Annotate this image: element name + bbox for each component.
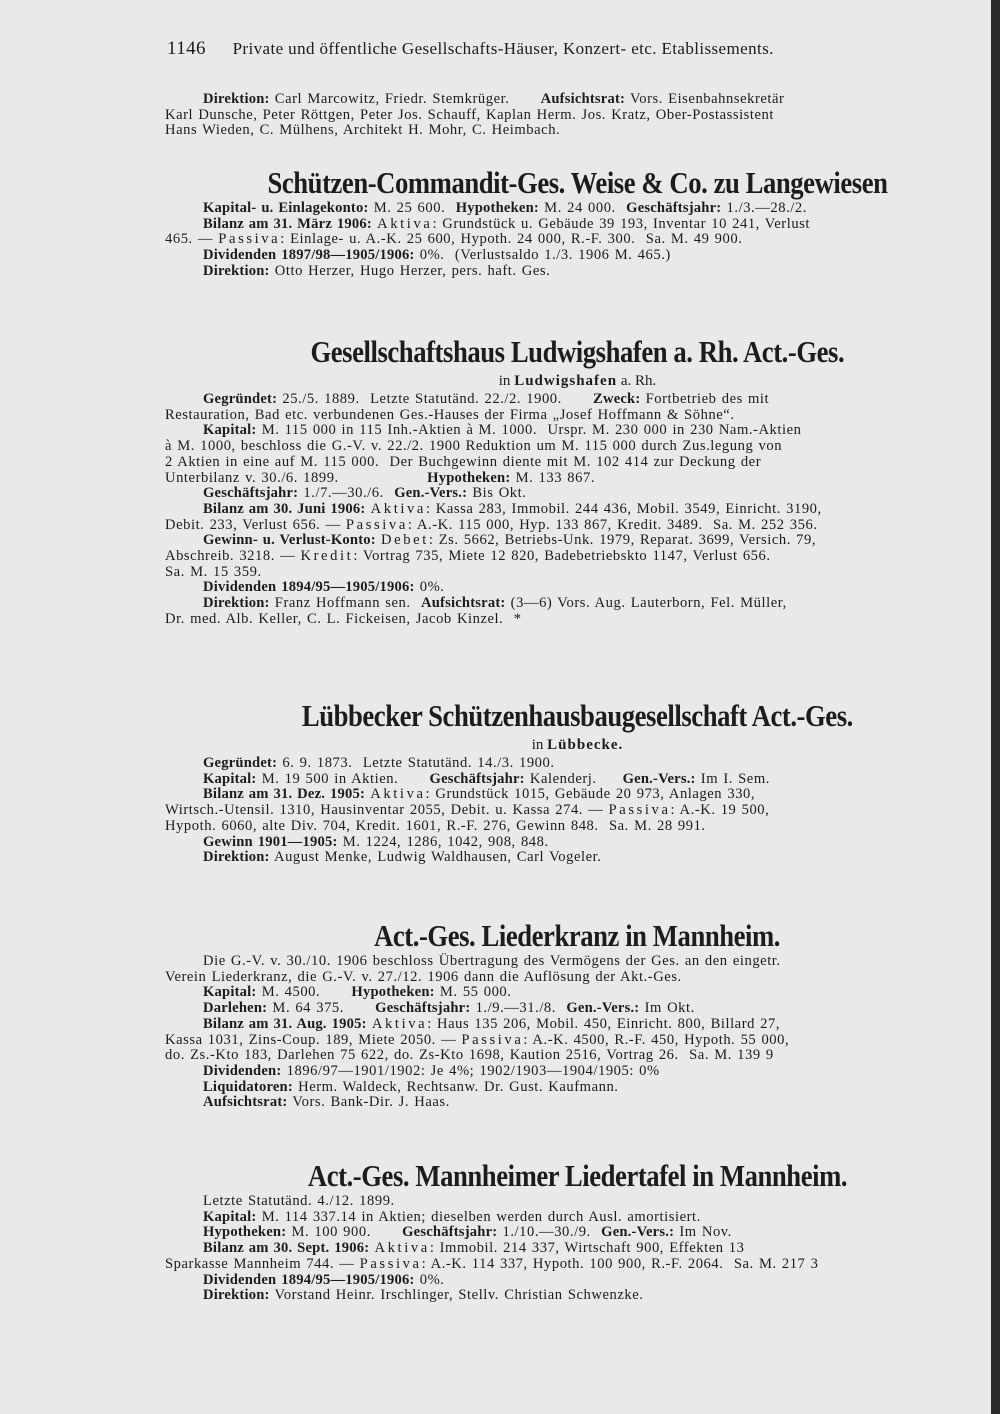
spaced-label: Aktiva: [377, 215, 433, 232]
field-label: Bilanz am 30. Juni 1906:: [203, 500, 366, 517]
location-pre: in: [498, 373, 515, 389]
text-run: Hans Wieden, C. Mülhens, Architekt H. Mohr, C. Heimbach.: [165, 122, 561, 139]
text-run: 0%. (Verlustsaldo 1./3. 1906 M. 465.): [414, 247, 671, 264]
text-line: [165, 985, 990, 1001]
field-label: Hypotheken:: [351, 984, 435, 1001]
section-liederkranz-mannheim: [165, 918, 990, 1111]
text-line: [165, 1095, 990, 1111]
field-label: Aufsichtsrat:: [420, 595, 506, 612]
field-label: Aufsichtsrat:: [540, 92, 626, 107]
text-run: Franz Hoffmann sen.: [269, 595, 421, 612]
text-run: M. 1224, 1286, 1042, 908, 848.: [337, 833, 549, 850]
text-run: Kalenderj.: [524, 770, 623, 787]
text-run: M. 115 000 in 115 Inh.-Aktien à M. 1000. Urspr. M. 230 000 in 230 Nam.-Aktien: [256, 422, 802, 439]
text-run: Abschreib. 3218. —: [165, 548, 301, 565]
text-run: M. 19 500 in Aktien.: [256, 770, 430, 787]
section-title-text: Lübbecker Schützenhausbaugesellschaft Act.-Ges.: [301, 698, 854, 733]
text-run: Bis Okt.: [467, 485, 527, 502]
running-title: Private und öffentliche Gesellschafts-Häuser, Konzert- etc. Etablissements.: [232, 39, 774, 58]
spaced-label: Kredit: [300, 548, 354, 565]
text-run: M. 64 375.: [267, 1000, 376, 1017]
text-run: : Kassa 283, Immobil. 244 436, Mobil. 3549, Einricht. 3190,: [426, 500, 822, 517]
section-gesellschaftshaus-ludwigshafen: [165, 334, 990, 628]
field-label: Dividenden 1897/98—1905/1906:: [203, 247, 415, 264]
field-label: Direktion:: [203, 1287, 270, 1304]
text-line: [165, 392, 990, 408]
text-run: Verein Liederkranz, die G.-V. v. 27./12. 1906 dann die Auflösung der Akt.-Ges.: [165, 968, 682, 985]
text-line: [165, 1001, 990, 1017]
field-label: Geschäftsjahr:: [402, 1224, 498, 1241]
text-run: 1./7.—30./6.: [298, 485, 395, 502]
text-line: [165, 772, 990, 788]
field-label: Kapital:: [203, 422, 257, 439]
text-run: M. 114 337.14 in Aktien; dieselben werden durch Ausl. amortisiert.: [256, 1208, 701, 1225]
text-line: [165, 1210, 990, 1226]
section-title: [165, 1158, 990, 1194]
field-label: Gen.-Vers.:: [622, 770, 696, 787]
field-label: Kapital:: [203, 984, 257, 1001]
text-line: [165, 835, 990, 851]
location-post: a. Rh.: [617, 373, 657, 389]
field-label: Direktion:: [203, 595, 270, 612]
field-label: Dividenden:: [203, 1062, 282, 1079]
text-line: [165, 248, 990, 264]
text-line: [165, 756, 990, 772]
text-line: [165, 201, 990, 217]
section-title: [165, 334, 990, 370]
field-label: Gen.-Vers.:: [394, 485, 468, 502]
field-label: Direktion:: [203, 849, 270, 866]
text-run: : Immobil. 214 337, Wirtschaft 900, Effekten 13: [429, 1240, 745, 1257]
text-run: : Haus 135 206, Mobil. 450, Einricht. 800, Billard 27,: [427, 1015, 781, 1032]
field-label: Gen.-Vers.:: [566, 1000, 640, 1017]
spaced-label: Aktiva: [371, 1015, 428, 1032]
field-label: Bilanz am 30. Sept. 1906:: [203, 1240, 370, 1257]
text-line: [165, 123, 990, 139]
text-run: 2 Aktien in eine auf M. 115 000. Der Buchgewinn diente mit M. 102 414 zur Deckung der: [165, 453, 762, 470]
text-run: Vors. Bank-Dir. J. Haas.: [287, 1094, 450, 1111]
spaced-label: Debet: [381, 532, 429, 549]
text-line: [165, 408, 990, 424]
field-label: Geschäftsjahr:: [429, 770, 525, 787]
location-bold: Lübbecke.: [547, 737, 624, 753]
text-run: : Grundstück 1015, Gebäude 20 973, Anlagen 330,: [425, 786, 756, 803]
field-label: Direktion:: [203, 92, 270, 107]
field-label: Bilanz am 31. März 1906:: [203, 215, 372, 232]
field-label: Aufsichtsrat:: [203, 1094, 288, 1111]
text-line: [165, 217, 990, 233]
location-bold: Ludwigshafen: [514, 373, 618, 389]
field-label: Zweck:: [593, 391, 641, 407]
text-run: : Einlage- u. A.-K. 25 600, Hypoth. 24 000, R.-F. 300. Sa. M. 49 900.: [280, 231, 743, 248]
text-line: [165, 596, 990, 612]
text-line: [165, 1273, 990, 1289]
text-run: : A.-K. 4500, R.-F. 450, Hypoth. 55 000,: [523, 1031, 790, 1048]
text-run: 6. 9. 1873. Letzte Statutänd. 14./3. 1900.: [277, 755, 555, 771]
spaced-label: Passiva: [608, 802, 671, 819]
field-label: Gewinn- u. Verlust-Konto:: [203, 532, 376, 549]
text-line: [165, 486, 990, 502]
scan-border: [991, 0, 1000, 1414]
spaced-label: Passiva: [359, 1255, 422, 1272]
field-label: Bilanz am 31. Dez. 1905:: [203, 786, 366, 803]
text-run: Letzte Statutänd. 4./12. 1899.: [203, 1193, 395, 1209]
text-line: [165, 954, 990, 970]
text-run: 0%.: [414, 579, 445, 596]
text-line: [165, 423, 990, 439]
spaced-label: Passiva: [345, 516, 408, 533]
text-run: M. 55 000.: [434, 984, 512, 1001]
text-run: (3—6) Vors. Aug. Lauterborn, Fel. Müller,: [505, 595, 787, 612]
spaced-label: Passiva: [461, 1031, 524, 1048]
text-line: [165, 92, 990, 108]
text-line: [165, 565, 990, 581]
field-label: Gegründet:: [203, 391, 278, 407]
text-run: 0%.: [414, 1271, 445, 1288]
field-label: Bilanz am 31. Aug. 1905:: [203, 1015, 367, 1032]
field-label: Hypotheken:: [455, 200, 539, 216]
text-run: 1./9.—31./8.: [470, 1000, 567, 1017]
text-run: 1./3.—28./2.: [721, 200, 807, 216]
field-label: Hypotheken:: [427, 469, 511, 486]
field-label: Dividenden 1894/95—1905/1906:: [203, 579, 415, 596]
field-label: Hypotheken:: [203, 1224, 287, 1241]
text-run: Unterbilanz v. 30./6. 1899.: [165, 469, 428, 486]
spaced-label: Aktiva: [370, 500, 426, 517]
field-label: Kapital:: [203, 1208, 257, 1225]
text-run: : Zs. 5662, Betriebs-Unk. 1979, Reparat. 3699, Versich. 79,: [428, 532, 817, 549]
text-run: Dr. med. Alb. Keller, C. L. Fickeisen, Jacob Kinzel. *: [165, 610, 522, 627]
text-line: [165, 232, 990, 248]
field-label: Dividenden 1894/95—1905/1906:: [203, 1271, 415, 1288]
text-line: [165, 518, 990, 534]
spaced-label: Passiva: [218, 231, 281, 248]
field-label: Kapital- u. Einlagekonto:: [203, 200, 369, 216]
field-label: Geschäftsjahr:: [375, 1000, 471, 1017]
section-title-text: Schützen-Commandit-Ges. Weise & Co. zu Langewiesen: [267, 165, 888, 200]
text-line: [165, 439, 990, 455]
text-run: : Grundstück u. Gebäude 39 193, Inventar 10 241, Verlust: [432, 215, 810, 232]
text-run: M. 4500.: [256, 984, 352, 1001]
field-label: Gen.-Vers.:: [601, 1224, 675, 1241]
text-line: [165, 819, 990, 835]
field-label: Direktion:: [203, 262, 270, 279]
text-line: [165, 1080, 990, 1096]
field-label: Kapital:: [203, 770, 257, 787]
text-line: [165, 612, 990, 628]
text-line: [165, 580, 990, 596]
text-run: Carl Marcowitz, Friedr. Stemkrüger.: [269, 92, 541, 107]
text-run: Otto Herzer, Hugo Herzer, pers. haft. Ges.: [269, 262, 551, 279]
text-run: Hypoth. 6060, alte Div. 704, Kredit. 1601, R.-F. 276, Gewinn 848. Sa. M. 28 991.: [165, 817, 706, 834]
field-label: Gegründet:: [203, 755, 278, 771]
text-run: : Vortrag 735, Miete 12 820, Badebetriebskto 1147, Verlust 656.: [353, 548, 771, 565]
text-run: Im Okt.: [639, 1000, 695, 1017]
text-run: Kassa 1031, Zins-Coup. 189, Miete 2050. —: [165, 1031, 462, 1048]
text-run: 25./5. 1889. Letzte Statutänd. 22./2. 1900.: [277, 391, 594, 407]
field-label: Darlehen:: [203, 1000, 268, 1017]
page-number: 1146: [167, 38, 206, 59]
text-line: [165, 787, 990, 803]
text-line: [165, 850, 990, 866]
text-line: [165, 1017, 990, 1033]
text-run: : A.-K. 19 500,: [670, 802, 770, 819]
text-run: Im I. Sem.: [695, 770, 770, 787]
text-line: [165, 1241, 990, 1257]
section-title: [165, 698, 990, 734]
text-run: Karl Dunsche, Peter Röttgen, Peter Jos. Schauff, Kaplan Herm. Jos. Kratz, Ober-Postassistent: [165, 106, 774, 123]
text-run: Debit. 233, Verlust 656. —: [165, 516, 346, 533]
text-line: [165, 108, 990, 124]
text-line: [165, 1288, 990, 1304]
section-title-text: Act.-Ges. Liederkranz in Mannheim.: [374, 918, 781, 953]
section-title: [165, 918, 990, 954]
text-line: [165, 1194, 990, 1210]
text-run: Restauration, Bad etc. verbundenen Ges.-Hauses der Firma „Josef Hoffmann & Söhne“.: [165, 406, 735, 423]
text-line: [165, 455, 990, 471]
text-line: [165, 1048, 990, 1064]
text-run: M. 133 867.: [510, 469, 596, 486]
location-pre: in: [531, 737, 548, 753]
text-run: : A.-K. 115 000, Hyp. 133 867, Kredit. 3489. Sa. M. 252 356.: [407, 516, 818, 533]
text-line: [165, 1225, 990, 1241]
text-run: 1./10.—30./9.: [497, 1224, 602, 1241]
text-run: : A.-K. 114 337, Hypoth. 100 900, R.-F. 2064. Sa. M. 217 3: [421, 1255, 819, 1272]
text-run: 465. —: [165, 231, 219, 248]
section-luebbecker-schuetzenhaus: [165, 698, 990, 866]
text-run: à M. 1000, beschloss die G.-V. v. 22./2. 1900 Reduktion um M. 115 000 durch Zus.legung von: [165, 438, 783, 455]
text-line: [165, 502, 990, 518]
field-label: Geschäftsjahr:: [203, 485, 299, 502]
text-run: 1896/97—1901/1902: Je 4%; 1902/1903—1904/1905: 0%: [281, 1062, 660, 1079]
text-line: [165, 549, 990, 565]
text-line: [165, 1257, 990, 1273]
section-continued-direktion: [165, 92, 990, 139]
text-run: Sparkasse Mannheim 744. —: [165, 1255, 360, 1272]
field-label: Liquidatoren:: [203, 1078, 293, 1095]
spaced-label: Aktiva: [374, 1240, 430, 1257]
text-line: [165, 803, 990, 819]
text-line: [165, 1064, 990, 1080]
section-mannheimer-liedertafel: [165, 1158, 990, 1304]
spaced-label: Aktiva: [370, 786, 426, 803]
text-run: M. 25 600.: [368, 200, 456, 216]
text-line: [165, 533, 990, 549]
section-location: [165, 734, 990, 756]
text-run: Wirtsch.-Utensil. 1310, Hausinventar 2055, Debit. u. Kassa 274. —: [165, 802, 609, 819]
text-run: Vors. Eisenbahnsekretär: [625, 92, 785, 107]
text-run: Vorstand Heinr. Irschlinger, Stellv. Christian Schwenzke.: [269, 1287, 644, 1304]
section-location: [165, 370, 990, 392]
text-run: Im Nov.: [674, 1224, 732, 1241]
page-header: [167, 38, 774, 60]
text-line: [165, 471, 990, 487]
text-run: Herm. Waldeck, Rechtsanw. Dr. Gust. Kaufmann.: [292, 1078, 619, 1095]
text-line: [165, 264, 990, 280]
text-run: Die G.-V. v. 30./10. 1906 beschloss Übertragung des Vermögens der Ges. an den eingetr.: [203, 953, 781, 969]
section-title-text: Gesellschaftshaus Ludwigshafen a. Rh. Act.-Ges.: [310, 334, 845, 369]
section-title: [165, 165, 990, 201]
text-run: Sa. M. 15 359.: [165, 563, 262, 580]
field-label: Gewinn 1901—1905:: [203, 833, 338, 850]
text-run: M. 24 000.: [538, 200, 627, 216]
section-schuetzen-commandit: [165, 165, 990, 280]
section-title-text: Act.-Ges. Mannheimer Liedertafel in Mannheim.: [307, 1158, 848, 1193]
text-line: [165, 1033, 990, 1049]
field-label: Geschäftsjahr:: [626, 200, 722, 216]
text-run: M. 100 900.: [286, 1224, 403, 1241]
text-line: [165, 970, 990, 986]
text-run: do. Zs.-Kto 183, Darlehen 75 622, do. Zs-Kto 1698, Kaution 2516, Vortrag 26. Sa. M. 139 9: [165, 1047, 774, 1064]
text-run: August Menke, Ludwig Waldhausen, Carl Vogeler.: [269, 849, 602, 866]
text-run: Fortbetrieb des mit: [640, 391, 770, 407]
